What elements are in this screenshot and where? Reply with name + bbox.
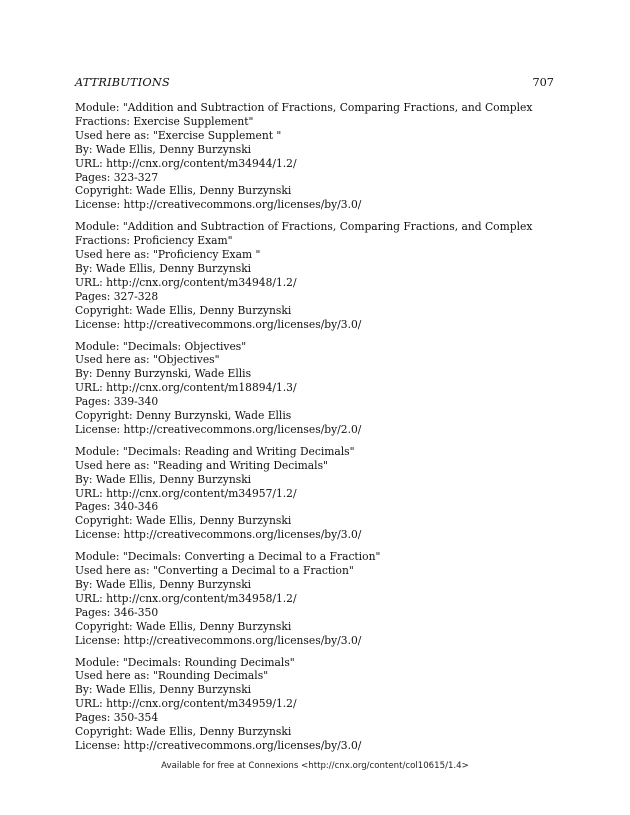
page-number: 707 xyxy=(532,76,554,89)
entry-pages: Pages: 327-328 xyxy=(75,289,159,303)
entry-copyright: Copyright: Wade Ellis, Denny Burzynski xyxy=(75,725,292,739)
entry-url[interactable]: URL: http://cnx.org/content/m34958/1.2/ xyxy=(75,591,297,605)
attribution-entry xyxy=(75,656,560,753)
entry-license[interactable]: License: http://creativecommons.org/licenses/by/2.0/ xyxy=(75,422,362,436)
attribution-entry xyxy=(75,550,560,647)
entry-used-as: Used here as: "Objectives" xyxy=(75,353,220,367)
entry-authors: By: Wade Ellis, Denny Burzynski xyxy=(75,142,252,156)
entry-pages: Pages: 323-327 xyxy=(75,170,159,184)
entry-module: Module: "Decimals: Rounding Decimals" xyxy=(75,655,295,669)
entry-license[interactable]: License: http://creativecommons.org/licenses/by/3.0/ xyxy=(75,738,362,752)
entry-authors: By: Wade Ellis, Denny Burzynski xyxy=(75,261,252,275)
entry-url[interactable]: URL: http://cnx.org/content/m34944/1.2/ xyxy=(75,156,297,170)
entry-url[interactable]: URL: http://cnx.org/content/m34948/1.2/ xyxy=(75,275,297,289)
entry-copyright: Copyright: Denny Burzynski, Wade Ellis xyxy=(75,409,292,423)
attribution-entry xyxy=(75,101,560,212)
entry-copyright: Copyright: Wade Ellis, Denny Burzynski xyxy=(75,303,292,317)
entry-authors: By: Wade Ellis, Denny Burzynski xyxy=(75,578,252,591)
entry-copyright: Copyright: Wade Ellis, Denny Burzynski xyxy=(75,514,292,528)
attribution-entry xyxy=(75,220,560,331)
entry-authors: By: Wade Ellis, Denny Burzynski xyxy=(75,472,252,486)
entry-url[interactable]: URL: http://cnx.org/content/m34959/1.2/ xyxy=(75,697,297,711)
entry-license[interactable]: License: http://creativecommons.org/licenses/by/3.0/ xyxy=(75,528,362,542)
attribution-list xyxy=(75,101,560,761)
attribution-entry xyxy=(75,340,560,437)
attribution-entry xyxy=(75,445,560,542)
entry-pages: Pages: 340-346 xyxy=(75,500,159,514)
entry-copyright: Copyright: Wade Ellis, Denny Burzynski xyxy=(75,619,292,633)
entry-module: Module: "Addition and Subtraction of Fractions, Comparing Fractions, and Complex Fractions: Exercise Supplement" xyxy=(75,101,533,128)
entry-authors: By: Denny Burzynski, Wade Ellis xyxy=(75,367,252,381)
entry-license[interactable]: License: http://creativecommons.org/licenses/by/3.0/ xyxy=(75,317,362,331)
page-footer: Available for free at Connexions <http://cnx.org/content/col10615/1.4> xyxy=(161,761,469,771)
entry-used-as: Used here as: "Rounding Decimals" xyxy=(75,669,269,683)
entry-pages: Pages: 339-340 xyxy=(75,395,159,409)
entry-used-as: Used here as: "Proficiency Exam " xyxy=(75,248,261,262)
entry-module: Module: "Decimals: Reading and Writing Decimals" xyxy=(75,444,355,458)
entry-copyright: Copyright: Wade Ellis, Denny Burzynski xyxy=(75,184,292,198)
entry-module: Module: "Decimals: Objectives" xyxy=(75,339,247,353)
header-title: ATTRIBUTIONS xyxy=(75,76,170,89)
entry-used-as: Used here as: "Exercise Supplement " xyxy=(75,128,282,142)
entry-module: Module: "Addition and Subtraction of Fractions, Comparing Fractions, and Complex Fractions: Proficiency Exam" xyxy=(75,220,533,248)
entry-used-as: Used here as: "Reading and Writing Decimals" xyxy=(75,458,328,472)
entry-url[interactable]: URL: http://cnx.org/content/m34957/1.2/ xyxy=(75,486,297,500)
entry-license[interactable]: License: http://creativecommons.org/licenses/by/3.0/ xyxy=(75,198,362,212)
entry-url[interactable]: URL: http://cnx.org/content/m18894/1.3/ xyxy=(75,381,297,395)
entry-license[interactable]: License: http://creativecommons.org/licenses/by/3.0/ xyxy=(75,633,362,647)
entry-pages: Pages: 350-354 xyxy=(75,711,159,725)
entry-module: Module: "Decimals: Converting a Decimal to a Fraction" xyxy=(75,550,381,564)
entry-authors: By: Wade Ellis, Denny Burzynski xyxy=(75,683,252,697)
entry-used-as: Used here as: "Converting a Decimal to a Fraction" xyxy=(75,564,354,578)
entry-pages: Pages: 346-350 xyxy=(75,605,159,619)
